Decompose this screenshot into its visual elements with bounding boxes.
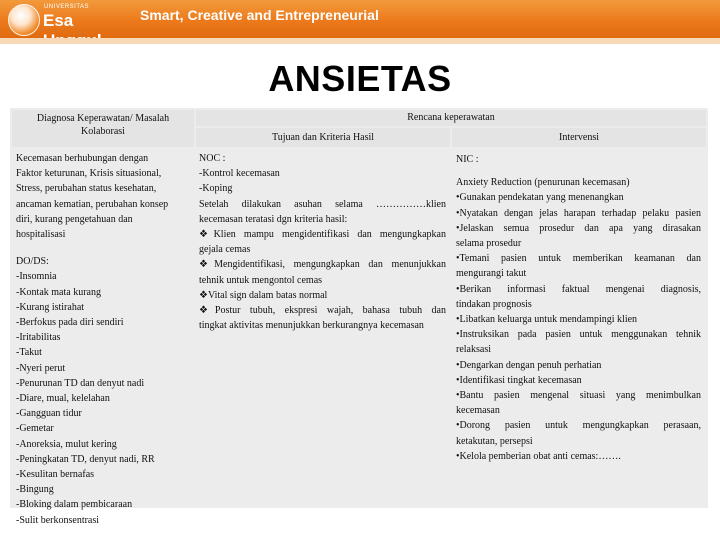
noc-line: ❖Mengidentifikasi, mengungkapkan dan menunjukkan (199, 259, 446, 271)
university-logo (8, 3, 128, 35)
nic-line: •Jelaskan semua prosedur dan apa yang dirasakan (456, 222, 701, 234)
noc-line: -Koping (199, 183, 233, 195)
tagline: Smart, Creative and Entrepreneurial (140, 7, 379, 23)
diagnosis-line: Faktor keturunan, Krisis situasional, (16, 168, 162, 180)
goal-cell (196, 149, 450, 506)
banner-divider (0, 38, 720, 44)
symptom-line: -Bingung (16, 484, 54, 496)
header-diagnosis-line: Diagnosa Keperawatan/ Masalah (36, 113, 170, 124)
diagnosis-line: Stress, perubahan status kesehatan, (16, 183, 157, 195)
noc-line: ❖Vital sign dalam batas normal (199, 289, 328, 301)
noc-line: NOC : (199, 153, 226, 164)
nic-line: tindakan prognosis (456, 298, 532, 310)
noc-line: tingkat aktivitas menunjukkan berkurangnya kecemasan (199, 320, 424, 332)
header-diagnosis (12, 110, 194, 147)
intervention-cell (452, 149, 706, 506)
header-intervention: Intervensi (452, 128, 706, 147)
nic-line: •Kelola pemberian obat anti cemas:……. (456, 450, 621, 462)
nic-line: kecemasan (456, 405, 500, 417)
symptom-line: -Kurang istirahat (16, 301, 85, 313)
nic-line: •Nyatakan dengan jelas harapan terhadap pelaku pasien (456, 207, 701, 219)
nic-line: •Temani pasien untuk memberikan keamanan dan (456, 253, 701, 265)
header-plan: Rencana keperawatan (196, 110, 706, 126)
nic-line: ketakutan, persepsi (456, 435, 533, 447)
symptom-line: -Penurunan TD dan denyut nadi (16, 377, 145, 389)
care-plan-table (10, 108, 708, 526)
symptom-line: -Insomnia (16, 271, 57, 283)
noc-line: gejala cemas (199, 244, 251, 256)
diagnosis-line: hospitalisasi (16, 229, 66, 241)
logo-emblem-icon (8, 4, 40, 36)
symptom-line: DO/DS: (16, 256, 49, 268)
noc-line: -Kontrol kecemasan (199, 168, 280, 180)
nic-line: •Bantu pasien mengenal situasi yang menimbulkan (456, 390, 701, 402)
nic-line: mengurangi takut (456, 268, 527, 280)
noc-line: ❖Klien mampu mengidentifikasi dan mengungkapkan (199, 229, 446, 241)
symptom-line: -Diare, mual, kelelahan (16, 393, 110, 405)
nic-line: NIC : (456, 154, 479, 165)
symptom-line: -Takut (16, 347, 42, 359)
noc-line: tehnik untuk mengontol cemas (199, 274, 323, 286)
nic-line: •Berikan informasi faktual mengenai diagnosis, (456, 283, 701, 295)
nic-line: Anxiety Reduction (penurunan kecemasan) (456, 177, 630, 189)
symptom-line: -Berfokus pada diri sendiri (16, 317, 124, 329)
nic-line: •Dorong pasien untuk mengungkapkan perasaan, (456, 420, 701, 432)
symptom-line: -Anoreksia, mulut kering (16, 438, 117, 450)
noc-line: kecemasan teratasi dgn kriteria hasil: (199, 213, 348, 225)
top-banner (0, 0, 720, 38)
nic-line: relaksasi (456, 344, 491, 356)
diagnosis-line: diri, kurang pengetahuan dan (16, 213, 133, 225)
nic-line: selama prosedur (456, 238, 522, 250)
nic-line: •Identifikasi tingkat kecemasan (456, 374, 582, 386)
symptom-line: -Kontak mata kurang (16, 286, 101, 298)
logo-name: Esa (43, 11, 74, 30)
diagnosis-cell (12, 149, 194, 526)
nic-line: •Gunakan pendekatan yang menenangkan (456, 192, 624, 204)
symptom-line: -Sulit berkonsentrasi (16, 514, 100, 526)
logo-subtitle: UNIVERSITAS (44, 4, 90, 10)
diagnosis-line: Kecemasan berhubungan dengan (16, 153, 149, 164)
symptom-line: -Nyeri perut (16, 362, 66, 374)
noc-line: Setelah dilakukan asuhan selama ……………klien (199, 198, 446, 210)
symptom-line: -Gemetar (16, 423, 54, 435)
header-goal: Tujuan dan Kriteria Hasil (196, 128, 450, 147)
header-diagnosis-line: Kolaborasi (81, 126, 125, 137)
slide-title: ANSIETAS (268, 58, 452, 99)
noc-line: ❖Postur tubuh, ekspresi wajah, bahasa tubuh dan (199, 305, 446, 317)
symptom-line: -Kesulitan bernafas (16, 469, 95, 481)
symptom-line: -Peningkatan TD, denyut nadi, RR (16, 453, 155, 465)
symptom-line: -Iritabilitas (16, 332, 61, 344)
nic-line: •Libatkan keluarga untuk mendampingi klien (456, 314, 638, 326)
symptom-line: -Gangguan tidur (16, 408, 82, 420)
nic-line: •Instruksikan pada pasien untuk menggunakan tehnik (456, 329, 701, 341)
diagnosis-line: ancaman kematian, perubahan konsep (16, 198, 169, 210)
nic-line: •Dengarkan dengan penuh perhatian (456, 359, 602, 371)
symptom-line: -Bloking dalam pembicaraan (16, 499, 133, 511)
